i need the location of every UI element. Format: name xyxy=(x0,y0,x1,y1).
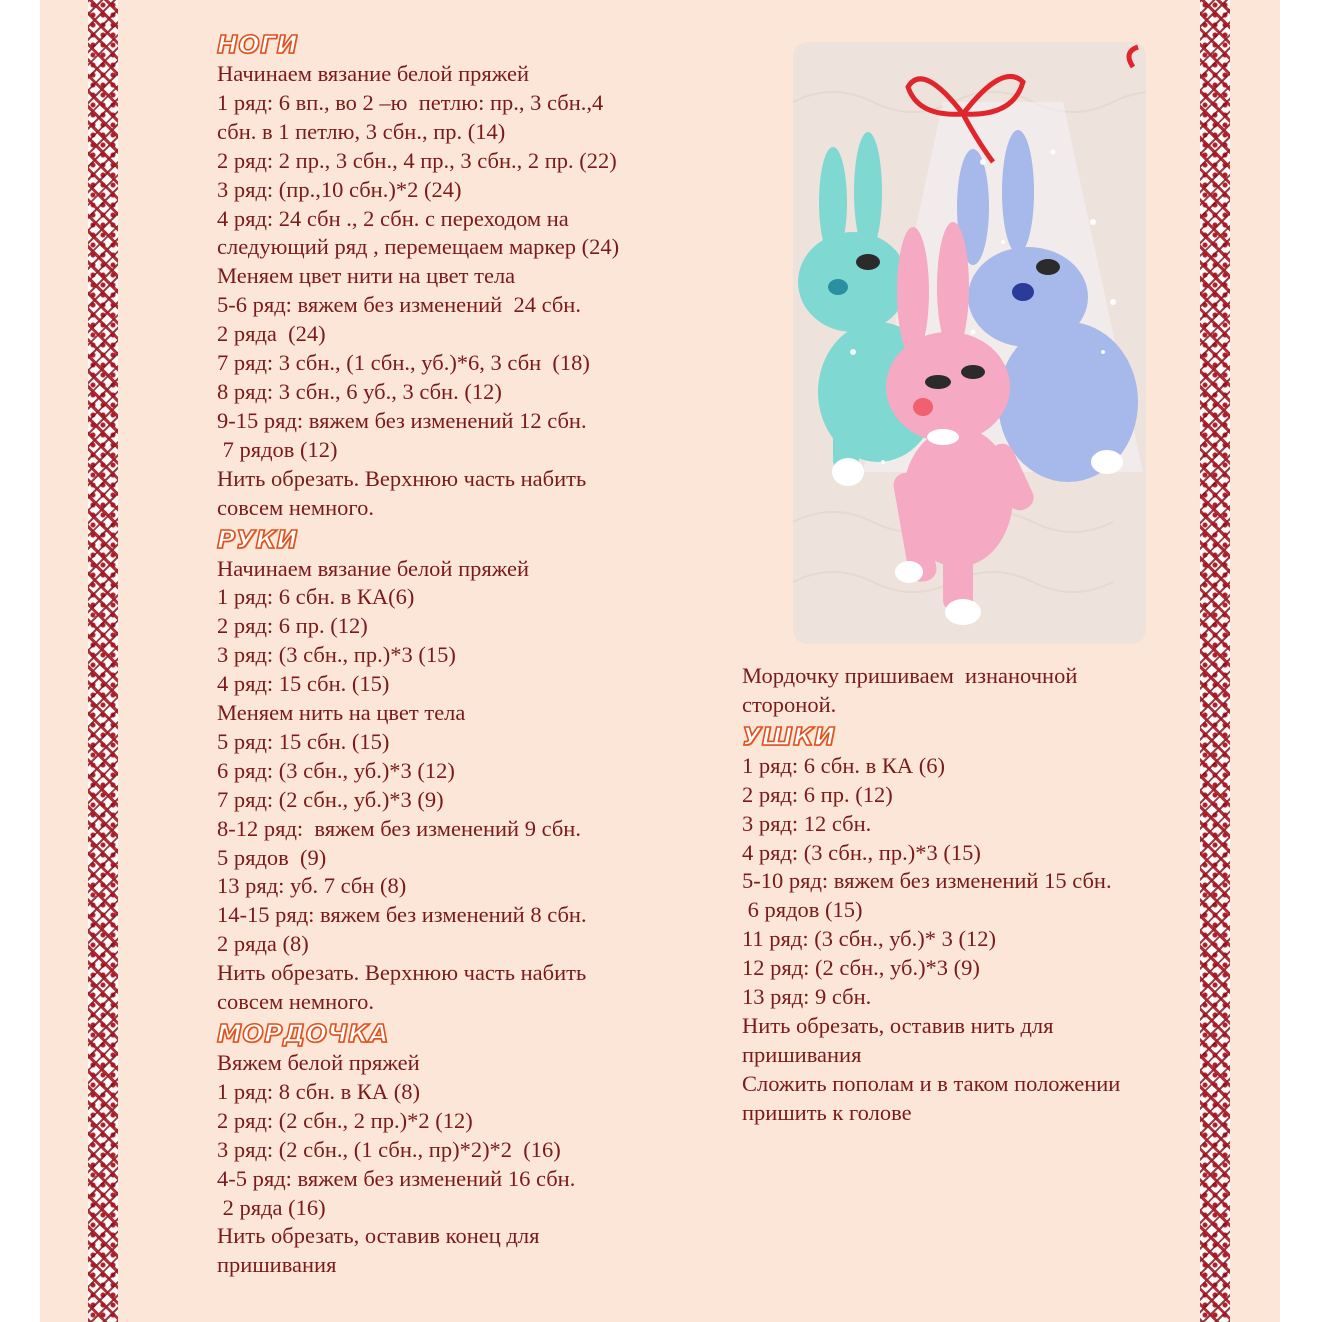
instruction-line: 8-12 ряд: вяжем без изменений 9 сбн. xyxy=(217,815,581,841)
instruction-line: сбн. в 1 петлю, 3 сбн., пр. (14) xyxy=(217,118,506,144)
left-column xyxy=(217,28,687,1280)
instruction-line: 6 ряд: (3 сбн., уб.)*3 (12) xyxy=(217,757,455,783)
instruction-line: 7 ряд: (2 сбн., уб.)*3 (9) xyxy=(217,786,444,812)
instruction-line: пришивания xyxy=(742,1041,862,1067)
instruction-line: Нить обрезать. Верхнюю часть набить xyxy=(217,960,587,986)
instruction-line: 2 ряда (8) xyxy=(217,931,309,957)
instruction-line: 5 рядов (9) xyxy=(217,844,327,870)
instruction-line: стороной. xyxy=(742,691,837,717)
instruction-line: Сложить пополам и в таком положении xyxy=(742,1070,1121,1096)
arms-heading: РУКИ xyxy=(217,524,298,554)
instruction-line: 3 ряд: 12 сбн. xyxy=(742,810,872,836)
instruction-line: 1 ряд: 6 вп., во 2 –ю петлю: пр., 3 сбн.,4 xyxy=(217,89,604,115)
instruction-line: 5-10 ряд: вяжем без изменений 15 сбн. xyxy=(742,868,1112,894)
instruction-line: Начинаем вязание белой пряжей xyxy=(217,555,530,581)
instruction-line: пришивания xyxy=(217,1252,337,1278)
instruction-line: Нить обрезать, оставив нить для xyxy=(742,1012,1054,1038)
instruction-line: 4 ряд: 24 сбн ., 2 сбн. с переходом на xyxy=(217,205,569,231)
instruction-line: Нить обрезать, оставив конец для xyxy=(217,1223,540,1249)
instruction-line: 1 ряд: 6 сбн. в КА(6) xyxy=(217,584,415,610)
instruction-line: 3 ряд: (3 сбн., пр.)*3 (15) xyxy=(217,642,456,668)
instruction-line: 2 ряда (24) xyxy=(217,321,326,347)
instruction-line: Меняем нить на цвет тела xyxy=(217,700,466,726)
instruction-line: 13 ряд: 9 сбн. xyxy=(742,984,872,1010)
instruction-line: совсем немного. xyxy=(217,989,374,1015)
instruction-line: пришить к голове xyxy=(742,1099,912,1125)
instruction-line: 3 ряд: (пр.,10 сбн.)*2 (24) xyxy=(217,176,462,202)
instruction-line: 14-15 ряд: вяжем без изменений 8 сбн. xyxy=(217,902,587,928)
legs-heading: НОГИ xyxy=(217,30,299,59)
instruction-line: Меняем цвет нити на цвет тела xyxy=(217,263,516,289)
instruction-line: 6 рядов (15) xyxy=(742,897,863,923)
instruction-line: 7 рядов (12) xyxy=(217,436,338,462)
instruction-line: 1 ряд: 6 сбн. в КА (6) xyxy=(742,752,946,778)
instruction-line: 5-6 ряд: вяжем без изменений 24 сбн. xyxy=(217,292,581,318)
instruction-line: 4 ряд: 15 сбн. (15) xyxy=(217,671,390,697)
instruction-line: 5 ряд: 15 сбн. (15) xyxy=(217,728,390,754)
instruction-line: 12 ряд: (2 сбн., уб.)*3 (9) xyxy=(742,955,980,981)
instruction-line: Нить обрезать. Верхнюю часть набить xyxy=(217,465,587,491)
bunnies-photo xyxy=(793,42,1146,644)
muzzle-heading: МОРДОЧКА xyxy=(217,1019,389,1048)
instruction-line: 11 ряд: (3 сбн., уб.)* 3 (12) xyxy=(742,926,996,952)
ears-heading: УШКИ xyxy=(742,721,836,751)
instruction-line: 2 ряд: 6 пр. (12) xyxy=(742,781,893,807)
right-column xyxy=(742,662,1192,1128)
ears-instructions xyxy=(742,752,1192,1128)
decorative-border-right xyxy=(1200,0,1230,1322)
instruction-line: 1 ряд: 8 сбн. в КА (8) xyxy=(217,1078,421,1104)
instruction-line: 2 ряд: (2 сбн., 2 пр.)*2 (12) xyxy=(217,1107,473,1133)
instruction-line: 7 ряд: 3 сбн., (1 сбн., уб.)*6, 3 сбн (18) xyxy=(217,350,590,376)
arms-instructions xyxy=(217,555,687,1018)
instruction-line: 4-5 ряд: вяжем без изменений 16 сбн. xyxy=(217,1165,576,1191)
instruction-line: Вяжем белой пряжей xyxy=(217,1050,420,1075)
legs-instructions xyxy=(217,60,687,523)
instruction-line: Начинаем вязание белой пряжей xyxy=(217,61,530,86)
instruction-line: 8 ряд: 3 сбн., 6 уб., 3 сбн. (12) xyxy=(217,378,502,404)
muzzle-note xyxy=(742,662,1192,720)
decorative-border-left xyxy=(88,0,118,1322)
instruction-line: 2 ряд: 2 пр., 3 сбн., 4 пр., 3 сбн., 2 пр. (22) xyxy=(217,147,617,173)
instruction-line: 2 ряд: 6 пр. (12) xyxy=(217,613,368,639)
instruction-line: 9-15 ряд: вяжем без изменений 12 сбн. xyxy=(217,407,587,433)
instruction-line: 2 ряда (16) xyxy=(217,1194,326,1220)
instruction-line: следующий ряд , перемещаем маркер (24) xyxy=(217,234,620,260)
instruction-line: совсем немного. xyxy=(217,494,374,520)
instruction-line: 3 ряд: (2 сбн., (1 сбн., пр)*2)*2 (16) xyxy=(217,1136,561,1162)
instruction-line: 4 ряд: (3 сбн., пр.)*3 (15) xyxy=(742,839,981,865)
muzzle-instructions xyxy=(217,1049,687,1280)
bunnies-illustration xyxy=(793,42,1146,644)
instruction-line: 13 ряд: уб. 7 сбн (8) xyxy=(217,873,407,899)
instruction-line: Мордочку пришиваем изнаночной xyxy=(742,663,1078,688)
